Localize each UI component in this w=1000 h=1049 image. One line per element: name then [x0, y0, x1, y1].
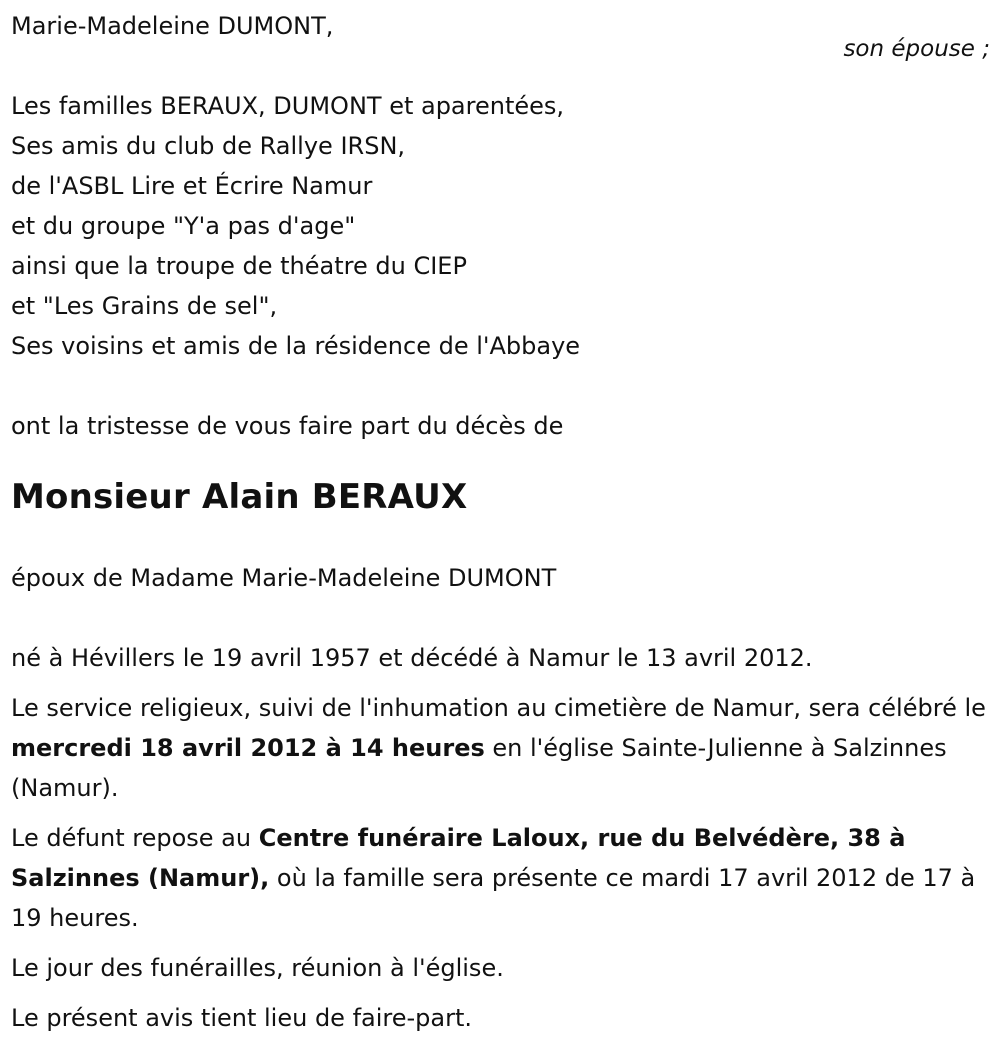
family-line: et "Les Grains de sel", — [11, 292, 278, 320]
service-paragraph — [11, 688, 989, 808]
service-datetime: mercredi 18 avril 2012 à 14 heures — [11, 734, 485, 762]
rest-paragraph — [11, 818, 989, 938]
meeting-note: Le jour des funérailles, réunion à l'église. — [11, 954, 504, 982]
family-line: Ses voisins et amis de la résidence de l'Abbaye — [11, 332, 581, 360]
service-place: en l'église Sainte-Julienne à Salzinnes (Namur). — [11, 734, 947, 802]
spacer — [11, 366, 989, 406]
family-list — [11, 86, 989, 366]
spouse-name: Marie-Madeleine DUMONT, — [11, 12, 334, 40]
family-line: et du groupe "Y'a pas d'age" — [11, 212, 356, 240]
notice-note: Le présent avis tient lieu de faire-part. — [11, 1004, 473, 1032]
obituary-notice — [11, 0, 989, 1038]
spouse-of: époux de Madame Marie-Madeleine DUMONT — [11, 564, 557, 592]
spouse-role: son épouse ; — [843, 36, 990, 62]
family-line: de l'ASBL Lire et Écrire Namur — [11, 172, 373, 200]
spacer — [11, 46, 989, 86]
rest-details: où la famille sera présente ce mardi 17 avril 2012 de 17 à 19 heures. — [11, 864, 976, 932]
family-line: Les familles BERAUX, DUMONT et aparentées, — [11, 92, 565, 120]
rest-location: Centre funéraire Laloux, rue du Belvédère, 38 à Salzinnes (Namur), — [11, 824, 906, 892]
service-intro: Le service religieux, suivi de l'inhumation au cimetière de Namur, sera célébré le — [11, 694, 986, 722]
deceased-name: Monsieur Alain BERAUX — [11, 477, 468, 517]
announcement: ont la tristesse de vous faire part du décès de — [11, 412, 564, 440]
spacer — [11, 598, 989, 638]
birth-death: né à Hévillers le 19 avril 1957 et décédé à Namur le 13 avril 2012. — [11, 644, 813, 672]
rest-intro: Le défunt repose au — [11, 824, 259, 852]
family-line: Ses amis du club de Rallye IRSN, — [11, 132, 406, 160]
family-line: ainsi que la troupe de théatre du CIEP — [11, 252, 467, 280]
